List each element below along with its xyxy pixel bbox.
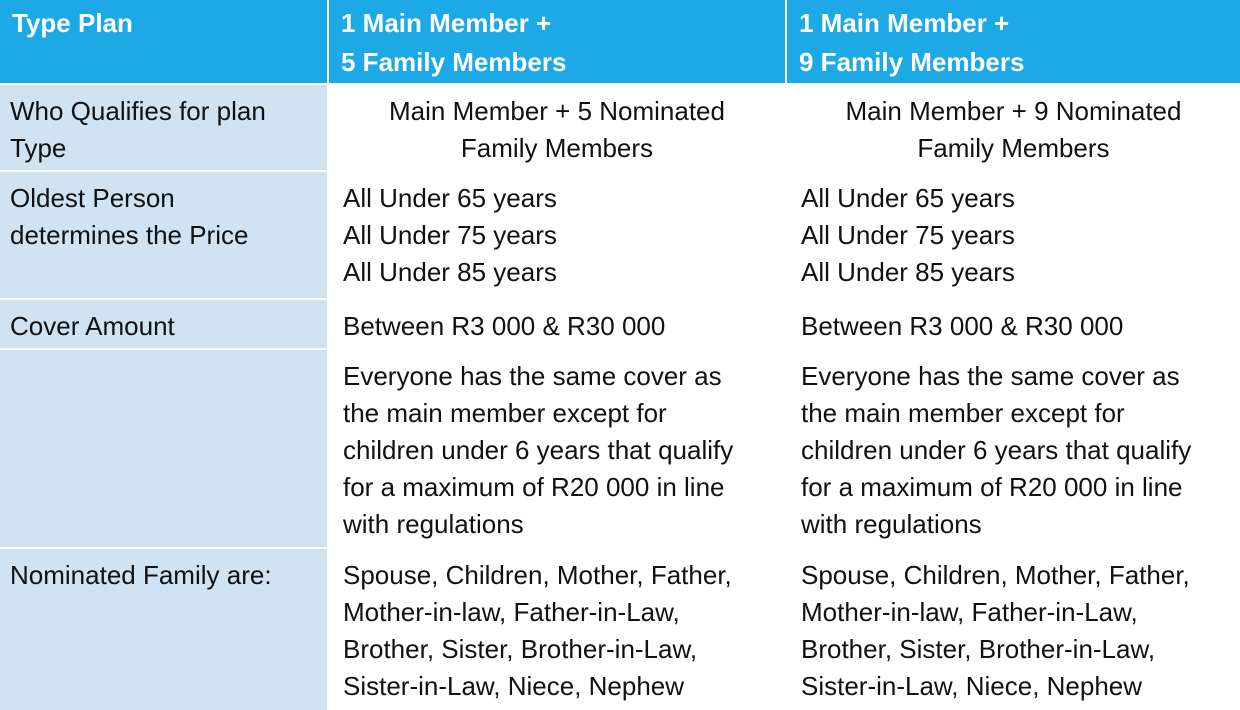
cell-who-qualifies-plan-5 [329, 85, 785, 170]
value-line: Main Member + 5 Nominated [389, 96, 725, 126]
value-line: Spouse, Children, Mother, Father, [343, 560, 732, 590]
header-plan-9-line-1: 1 Main Member + [799, 8, 1010, 38]
row-label-cover-note [0, 350, 327, 547]
value-line: Brother, Sister, Brother-in-Law, [343, 634, 698, 664]
value-line: All Under 75 years [801, 220, 1015, 250]
value-line: with regulations [801, 509, 982, 539]
value-line: Family Members [460, 133, 654, 163]
cell-nominated-family-plan-5 [329, 549, 785, 710]
cell-nominated-family-plan-9 [787, 549, 1240, 710]
value-line: All Under 75 years [343, 220, 557, 250]
label-line: Who Qualifies for plan [10, 96, 266, 126]
value-line: children under 6 years that qualify [343, 435, 734, 465]
cell-cover-amount-plan-9 [787, 300, 1240, 348]
row-label-nominated-family [0, 549, 327, 710]
value-line: All Under 65 years [801, 183, 1015, 213]
label-line: Nominated Family are: [10, 560, 272, 590]
value-line: for a maximum of R20 000 in line [343, 472, 725, 502]
value-line: Sister-in-Law, Niece, Nephew [343, 671, 685, 701]
cell-cover-note-plan-9 [787, 350, 1240, 547]
value-line: Everyone has the same cover as [801, 361, 1180, 391]
cell-oldest-person-plan-9 [787, 172, 1240, 298]
header-plan-5-line-2: 5 Family Members [341, 47, 567, 77]
value-line: for a maximum of R20 000 in line [801, 472, 1183, 502]
header-plan-5-line-1: 1 Main Member + [341, 8, 552, 38]
row-label-who-qualifies [0, 85, 327, 170]
value-line: Brother, Sister, Brother-in-Law, [801, 634, 1156, 664]
value-line: Mother-in-law, Father-in-Law, [801, 597, 1138, 627]
label-line: Oldest Person [10, 183, 175, 213]
value-line: Everyone has the same cover as [343, 361, 722, 391]
header-plan-9-family [787, 0, 1240, 83]
value-line: the main member except for [801, 398, 1125, 428]
cell-oldest-person-plan-5 [329, 172, 785, 298]
value-line: Sister-in-Law, Niece, Nephew [801, 671, 1143, 701]
label-line: determines the Price [10, 220, 249, 250]
cell-cover-amount-plan-5 [329, 300, 785, 348]
value-line: Between R3 000 & R30 000 [343, 311, 666, 341]
value-line: Between R3 000 & R30 000 [801, 311, 1124, 341]
value-line: the main member except for [343, 398, 667, 428]
header-plan-9-line-2: 9 Family Members [799, 47, 1025, 77]
label-line: Type [10, 133, 67, 163]
cell-who-qualifies-plan-9 [787, 85, 1240, 170]
header-type-plan [0, 0, 327, 83]
value-line: All Under 85 years [801, 257, 1015, 287]
value-line: Spouse, Children, Mother, Father, [801, 560, 1190, 590]
value-line: Main Member + 9 Nominated [845, 96, 1182, 126]
value-line: All Under 65 years [343, 183, 557, 213]
header-type-plan-text: Type Plan [12, 8, 133, 38]
header-plan-5-family [329, 0, 785, 83]
label-line: Cover Amount [10, 311, 175, 341]
value-line: with regulations [343, 509, 524, 539]
value-line: children under 6 years that qualify [801, 435, 1192, 465]
value-line: Family Members [917, 133, 1110, 163]
value-line: Mother-in-law, Father-in-Law, [343, 597, 680, 627]
row-label-cover-amount [0, 300, 327, 348]
cell-cover-note-plan-5 [329, 350, 785, 547]
row-label-oldest-person [0, 172, 327, 298]
value-line: All Under 85 years [343, 257, 557, 287]
